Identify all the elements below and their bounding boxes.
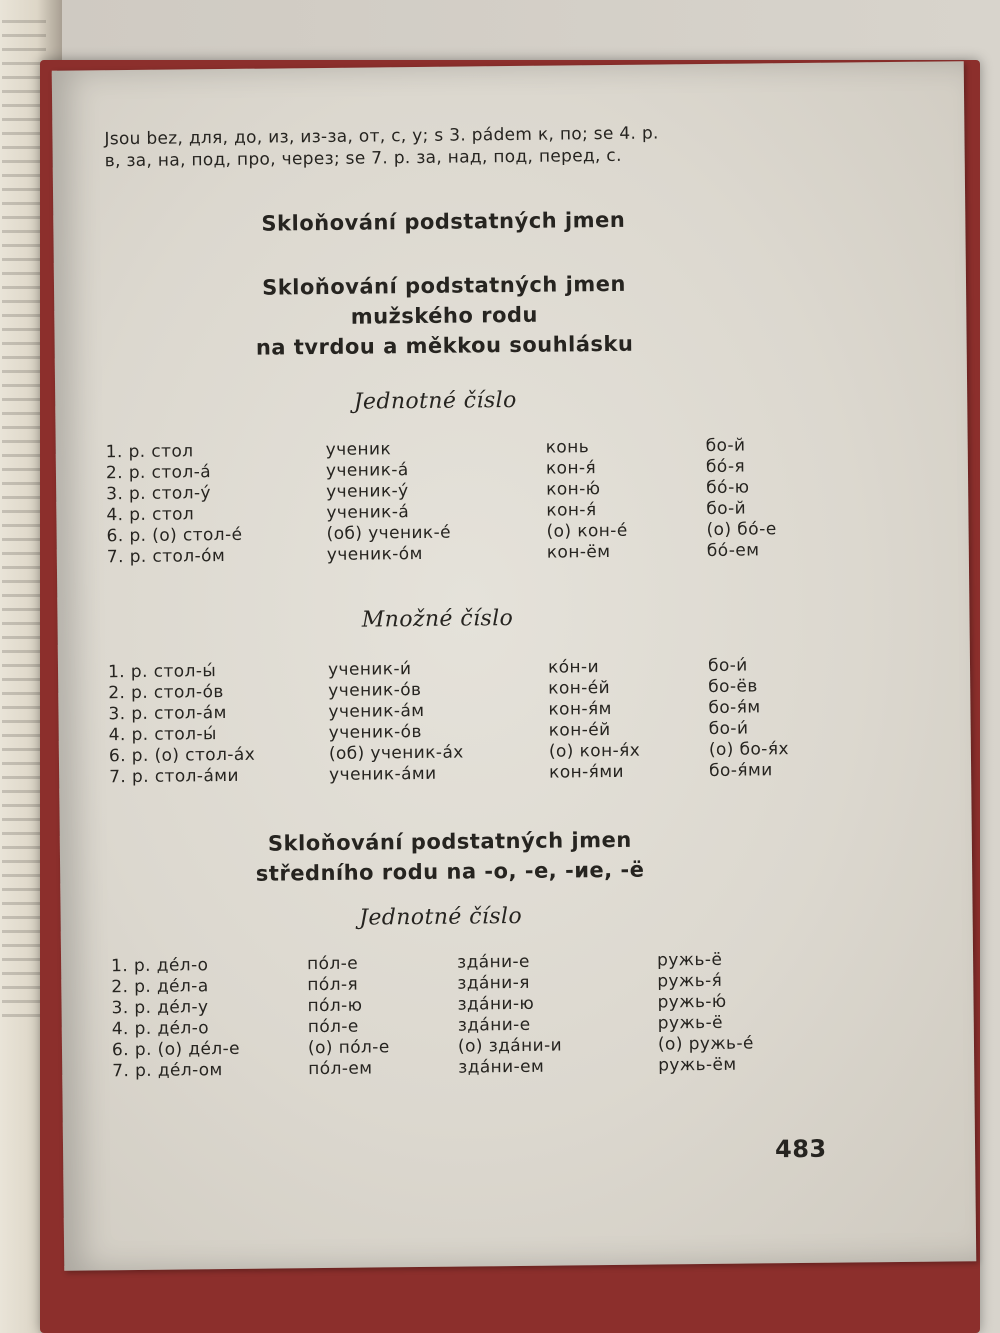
form-cell: (о) бó-е [706, 519, 777, 540]
case-cell: 3. p. дéл-у [111, 997, 209, 1019]
form-cell: ружь-ё [656, 949, 723, 971]
masc-plural-table [108, 655, 839, 789]
form-cell: (о) бо-я́х [708, 739, 789, 760]
form-cell: ученик-áм [328, 700, 425, 722]
heading-neut-line-1: Skloňování podstatných jmen [267, 827, 632, 856]
book-page [52, 61, 977, 1270]
form-cell: бо-и́ [707, 655, 748, 676]
case-cell: 1. p. стол [105, 441, 194, 463]
form-cell: (о) ружь-é [657, 1033, 754, 1055]
form-cell: (о) здáни-и [457, 1035, 563, 1057]
neut-singular-title: Jednotné číslo [359, 903, 523, 931]
form-cell: ученик-ý [326, 481, 409, 502]
form-cell: кон-éй [548, 719, 611, 741]
case-cell: 6. p. (о) стол-é [106, 524, 243, 547]
form-cell: пóл-ю [307, 995, 363, 1017]
case-cell: 4. p. дéл-о [111, 1018, 210, 1040]
form-cell: ученик-á [326, 502, 410, 523]
neut-singular-table [111, 949, 808, 1082]
form-cell: (о) кон-я́х [548, 740, 641, 762]
form-cell: ученик-и́ [327, 659, 412, 680]
form-cell: конь [545, 437, 590, 458]
form-cell: пóл-ем [308, 1058, 373, 1080]
heading-neut-line-2: středního rodu na -о, -е, -ие, -ё [255, 857, 645, 886]
form-cell: кон-я́ [546, 500, 597, 521]
form-cell: ружь-ём [658, 1054, 737, 1076]
form-cell: кон-ю́ [546, 479, 601, 500]
case-cell: 7. p. дéл-ом [112, 1060, 223, 1082]
case-cell: 4. p. стол-ы́ [108, 724, 217, 746]
form-cell: здáни-ем [458, 1056, 545, 1078]
page-number: 483 [774, 1134, 827, 1164]
form-cell: здáни-е [456, 951, 530, 973]
case-cell: 4. p. стол [106, 504, 195, 526]
form-cell: кон-я́ми [549, 761, 625, 783]
heading-masc-line-1: Skloňování podstatných jmen [262, 271, 627, 300]
heading-masc-line-2: mužského rodu [350, 302, 539, 329]
masc-singular-title: Jednotné číslo [353, 387, 517, 415]
form-cell: кон-ём [546, 541, 611, 563]
form-cell: (о) кон-é [546, 520, 628, 542]
form-cell: ученик-óм [326, 543, 423, 565]
case-cell: 2. p. дéл-а [111, 976, 209, 998]
form-cell: кон-éй [548, 677, 611, 699]
form-cell: (о) пóл-е [307, 1037, 390, 1059]
case-cell: 1. p. дéл-о [111, 955, 209, 977]
section-heading-neuter [60, 823, 841, 891]
masc-singular-table [106, 435, 837, 569]
form-cell: ружь-ю́ [657, 991, 727, 1013]
case-cell: 1. p. стол-ы́ [107, 661, 217, 683]
form-cell: ученик [325, 439, 392, 460]
form-cell: ружь-ё [657, 1012, 724, 1034]
heading-main-text: Skloňování podstatných jmen [261, 207, 626, 236]
form-cell: пóл-е [307, 953, 359, 975]
form-cell: бó-ю [706, 477, 750, 498]
case-cell: 3. p. стол-áм [108, 703, 227, 725]
form-cell: ученик-óв [328, 679, 422, 701]
form-cell: ружь-я́ [657, 970, 723, 992]
form-cell: бо-й [705, 435, 746, 456]
page-content [52, 61, 977, 1270]
section-heading-main [53, 203, 833, 241]
form-cell: кон-я́ [545, 458, 597, 479]
case-cell: 7. p. стол-óм [106, 546, 226, 568]
form-cell: бо-й [706, 498, 747, 519]
form-cell: ученик-áми [329, 763, 437, 785]
intro-line-2: в, за, на, под, про, через; se 7. p. за, над, под, перед, с. [104, 145, 622, 172]
case-cell: 6. p. (о) стол-áх [108, 744, 256, 767]
masc-plural-title: Množné číslo [361, 606, 514, 633]
form-cell: ученик-óв [328, 721, 422, 743]
form-cell: бо-и́ [708, 718, 749, 739]
form-cell: пóл-я [307, 974, 359, 996]
form-cell: здáни-я [457, 972, 530, 994]
form-cell: бо-ёв [708, 676, 758, 697]
form-cell: ученик-á [325, 460, 409, 481]
case-cell: 3. p. стол-ý [106, 483, 212, 505]
form-cell: пóл-е [307, 1016, 359, 1038]
form-cell: (об) ученик-áх [328, 742, 464, 764]
heading-masc-line-3: na tvrdou a měkkou souhlásku [255, 331, 634, 360]
form-cell: бо-я́м [708, 697, 761, 718]
form-cell: бо-я́ми [709, 760, 773, 781]
case-cell: 2. p. стол-óв [108, 682, 224, 704]
form-cell: кóн-и [547, 657, 600, 678]
form-cell: здáни-е [457, 1014, 531, 1036]
case-cell: 6. p. (о) дéл-е [111, 1038, 241, 1061]
form-cell: кон-я́м [548, 698, 612, 720]
case-cell: 2. p. стол-á [105, 462, 212, 484]
section-heading-masculine [54, 267, 835, 365]
form-cell: здáни-ю [457, 993, 535, 1015]
form-cell: бó-ем [706, 540, 760, 561]
form-cell: (об) ученик-é [326, 522, 452, 544]
intro-paragraph [104, 121, 824, 173]
form-cell: бó-я [705, 456, 746, 477]
intro-line-1: Jsou bez, для, до, из, из-за, от, с, у; s 3. pádem к, по; se 4. p. [104, 123, 659, 150]
case-cell: 7. p. стол-áми [109, 765, 240, 788]
